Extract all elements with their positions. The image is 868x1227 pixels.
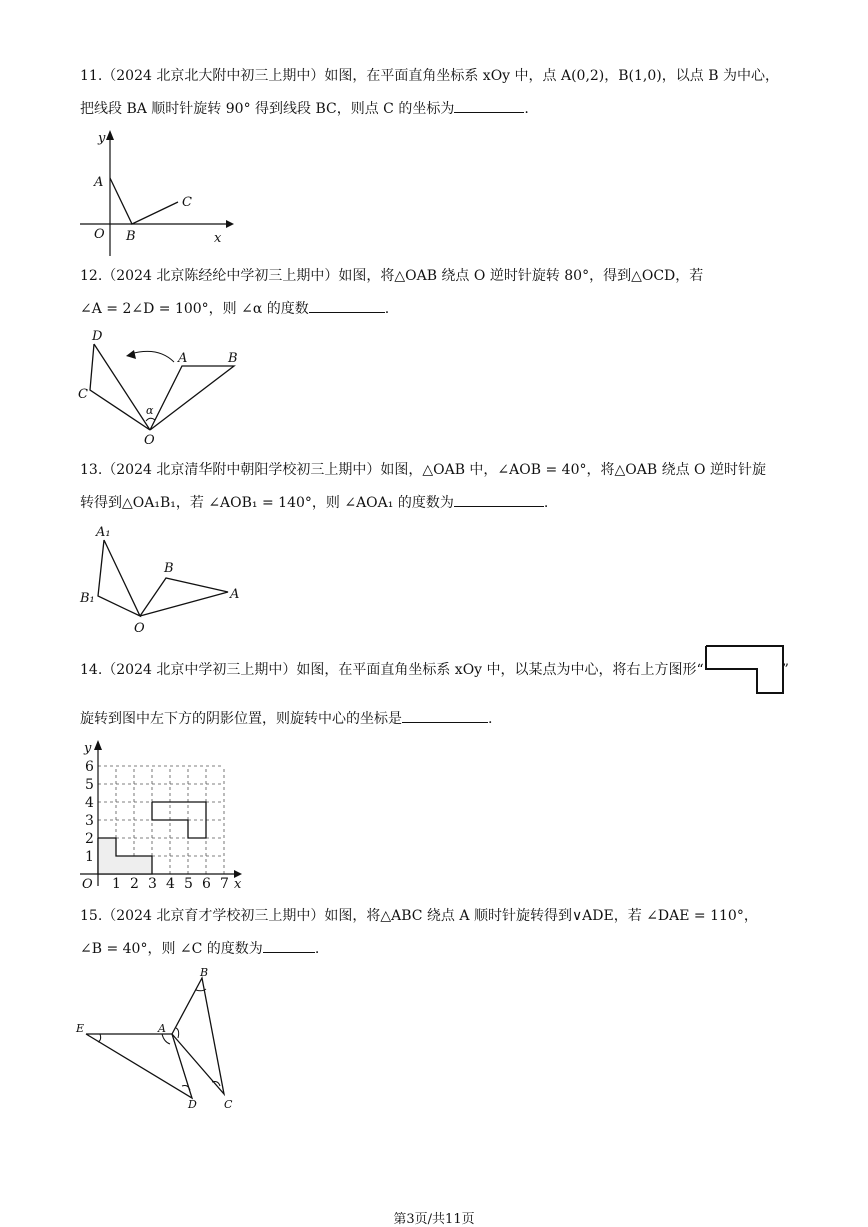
- q14-xtick-3: 3: [148, 876, 157, 892]
- q14-ytick-3: 3: [85, 813, 94, 829]
- q11-label-B: B: [126, 229, 136, 244]
- q14-label-y: y: [84, 741, 92, 756]
- q11-text-line1: 11.（2024 北京北大附中初三上期中）如图，在平面直角坐标系 xOy 中，点 A(0,2)，B(1,0)，以点 B 为中心，: [80, 68, 779, 84]
- q13-label-O: O: [134, 621, 145, 636]
- q12-question: ∠A = 2∠D = 100°，则 ∠α 的度数: [80, 301, 309, 317]
- q15-label-A: A: [158, 1022, 166, 1035]
- q14-ytick-4: 4: [85, 795, 94, 811]
- q12-label-D: D: [92, 329, 103, 344]
- q12-text-line1: 12.（2024 北京陈经纶中学初三上期中）如图，将△OAB 绕点 O 逆时针旋转 80°，得到△OCD，若: [80, 268, 704, 284]
- q15-figure: [74, 962, 254, 1112]
- q14-inline-shape: [705, 645, 785, 695]
- q11-figure: [78, 128, 238, 258]
- q12-answer-blank[interactable]: [309, 298, 385, 313]
- q14-ytick-6: 6: [85, 759, 94, 775]
- q14-text-line2: 旋转到图中左下方的阴影位置，则旋转中心的坐标是 .: [80, 708, 492, 729]
- q11-label-y: y: [98, 131, 106, 146]
- q12-figure: [78, 326, 258, 446]
- q12-label-A: A: [178, 351, 188, 366]
- q15-label-B: B: [200, 966, 209, 979]
- q15-label-D: D: [188, 1098, 197, 1111]
- q12-label-alpha: α: [146, 404, 154, 417]
- q12-label-O: O: [144, 433, 155, 448]
- q13-label-B1: B₁: [80, 591, 95, 606]
- q13-text-line1: 13.（2024 北京清华附中朝阳学校初三上期中）如图，△OAB 中，∠AOB = 40°，将△OAB 绕点 O 逆时针旋: [80, 462, 766, 478]
- q13-text-line2: 转得到△OA₁B₁，若 ∠AOB₁ = 140°，则 ∠AOA₁ 的度数为 .: [80, 492, 548, 513]
- q13-figure: [78, 520, 248, 635]
- q13-label-A1: A₁: [96, 525, 111, 540]
- q14-label-x: x: [234, 877, 242, 892]
- q13-label-A: A: [230, 587, 240, 602]
- q14-xtick-1: 1: [112, 876, 121, 892]
- q15-text-line2: ∠B = 40°，则 ∠C 的度数为 .: [80, 938, 319, 959]
- q11-label-x: x: [214, 231, 222, 246]
- q15-label-E: E: [76, 1022, 85, 1035]
- q14-ytick-2: 2: [85, 831, 94, 847]
- q14-xtick-4: 4: [166, 876, 175, 892]
- q14-grid-figure: [76, 738, 252, 892]
- q14-xtick-7: 7: [220, 876, 229, 892]
- page-footer: 第3页/共11页: [393, 1212, 475, 1227]
- q15-answer-blank[interactable]: [263, 938, 315, 953]
- q15-label-C: C: [224, 1098, 233, 1111]
- q14-text-line1: 14.（2024 北京中学初三上期中）如图，在平面直角坐标系 xOy 中，以某点为中心，将右上方图形“ ”: [80, 662, 789, 678]
- q11-label-A: A: [94, 175, 104, 190]
- q15-text-line1: 15.（2024 北京育才学校初三上期中）如图，将△ABC 绕点 A 顺时针旋转得到∨ADE，若 ∠DAE = 110°，: [80, 908, 758, 924]
- q14-label-O: O: [82, 877, 93, 892]
- q14-xtick-5: 5: [184, 876, 193, 892]
- q12-text-line2: ∠A = 2∠D = 100°，则 ∠α 的度数 .: [80, 298, 389, 319]
- q12-label-B: B: [228, 351, 238, 366]
- q14-question: 旋转到图中左下方的阴影位置，则旋转中心的坐标是: [80, 711, 402, 727]
- q12-label-C: C: [78, 387, 88, 402]
- q14-answer-blank[interactable]: [402, 708, 488, 723]
- q11-question: 把线段 BA 顺时针旋转 90° 得到线段 BC，则点 C 的坐标为: [80, 101, 455, 117]
- q11-label-O: O: [94, 227, 105, 242]
- q14-question-part1: 14.（2024 北京中学初三上期中）如图，在平面直角坐标系 xOy 中，以某点为中心，将右上方图形“: [80, 662, 704, 678]
- q14-xtick-6: 6: [202, 876, 211, 892]
- q13-question: 转得到△OA₁B₁，若 ∠AOB₁ = 140°，则 ∠AOA₁ 的度数为: [80, 495, 454, 511]
- q15-question: ∠B = 40°，则 ∠C 的度数为: [80, 941, 263, 957]
- q11-answer-blank[interactable]: [454, 98, 524, 113]
- q14-xtick-2: 2: [130, 876, 139, 892]
- q14-ytick-1: 1: [85, 849, 94, 865]
- q14-ytick-5: 5: [85, 777, 94, 793]
- q13-label-B: B: [164, 561, 174, 576]
- q11-text-line2: 把线段 BA 顺时针旋转 90° 得到线段 BC，则点 C 的坐标为 .: [80, 98, 529, 119]
- q11-label-C: C: [182, 195, 192, 210]
- q13-answer-blank[interactable]: [454, 492, 544, 507]
